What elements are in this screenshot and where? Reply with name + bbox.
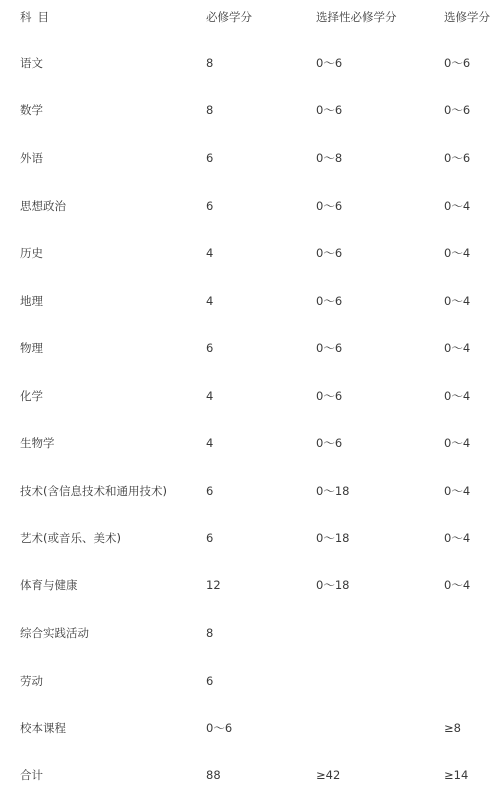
table-row (0, 716, 504, 740)
required-credits-cell: 88 (206, 768, 221, 782)
header-subject: 科目 (20, 10, 55, 24)
elective-credits-cell: 0～4 (444, 578, 471, 592)
table-row (0, 289, 504, 313)
elective-required-credits-cell: 0～6 (316, 246, 343, 260)
elective-credits-cell: 0～4 (444, 294, 471, 308)
elective-credits-cell: 0～4 (444, 341, 471, 355)
table-row (0, 621, 504, 645)
elective-required-credits-cell: 0～6 (316, 199, 343, 213)
required-credits-cell: 12 (206, 578, 221, 592)
required-credits-cell: 4 (206, 246, 214, 260)
required-credits-cell: 4 (206, 294, 214, 308)
subject-cell: 思想政治 (20, 199, 66, 213)
elective-required-credits-cell: 0～6 (316, 56, 343, 70)
table-row (0, 146, 504, 170)
table-row (0, 51, 504, 75)
elective-credits-cell: 0～4 (444, 531, 471, 545)
subject-cell: 化学 (20, 389, 43, 403)
table-row (0, 336, 504, 360)
subject-cell: 语文 (20, 56, 43, 70)
table-row (0, 526, 504, 550)
elective-required-credits-cell: 0～6 (316, 341, 343, 355)
subject-cell: 数学 (20, 103, 43, 117)
table-row (0, 669, 504, 693)
required-credits-cell: 8 (206, 626, 214, 640)
elective-credits-cell: 0～6 (444, 56, 471, 70)
subject-cell: 体育与健康 (20, 578, 78, 592)
required-credits-cell: 4 (206, 389, 214, 403)
elective-credits-cell: 0～4 (444, 484, 471, 498)
elective-credits-cell: 0～4 (444, 246, 471, 260)
subject-cell: 综合实践活动 (20, 626, 89, 640)
elective-required-credits-cell: 0～6 (316, 294, 343, 308)
subject-cell: 技术(含信息技术和通用技术) (20, 484, 167, 498)
header-elective-required-credits: 选择性必修学分 (316, 10, 397, 24)
elective-required-credits-cell: 0～6 (316, 436, 343, 450)
subject-cell: 历史 (20, 246, 43, 260)
elective-credits-cell: 0～4 (444, 389, 471, 403)
table-header-row (0, 5, 504, 29)
elective-required-credits-cell: 0～6 (316, 389, 343, 403)
elective-required-credits-cell: ≥42 (316, 768, 341, 782)
table-row (0, 384, 504, 408)
table-row (0, 573, 504, 597)
subject-cell: 校本课程 (20, 721, 66, 735)
table-row-total (0, 763, 504, 787)
table-row (0, 241, 504, 265)
elective-required-credits-cell: 0～6 (316, 103, 343, 117)
subject-cell: 地理 (20, 294, 43, 308)
required-credits-cell: 0～6 (206, 721, 233, 735)
required-credits-cell: 6 (206, 341, 214, 355)
elective-credits-cell: 0～6 (444, 103, 471, 117)
table-row (0, 194, 504, 218)
subject-cell: 合计 (20, 768, 43, 782)
elective-required-credits-cell: 0～18 (316, 578, 350, 592)
required-credits-cell: 6 (206, 484, 214, 498)
required-credits-cell: 6 (206, 531, 214, 545)
required-credits-cell: 4 (206, 436, 214, 450)
elective-credits-cell: 0～6 (444, 151, 471, 165)
subject-cell: 劳动 (20, 674, 43, 688)
required-credits-cell: 8 (206, 56, 214, 70)
subject-cell: 生物学 (20, 436, 55, 450)
table-row (0, 98, 504, 122)
subject-cell: 外语 (20, 151, 43, 165)
table-row (0, 431, 504, 455)
subject-cell: 物理 (20, 341, 43, 355)
elective-credits-cell: ≥8 (444, 721, 461, 735)
elective-required-credits-cell: 0～8 (316, 151, 343, 165)
elective-credits-cell: ≥14 (444, 768, 469, 782)
elective-credits-cell: 0～4 (444, 199, 471, 213)
required-credits-cell: 6 (206, 151, 214, 165)
elective-required-credits-cell: 0～18 (316, 484, 350, 498)
required-credits-cell: 6 (206, 674, 214, 688)
table-row (0, 479, 504, 503)
required-credits-cell: 8 (206, 103, 214, 117)
elective-required-credits-cell: 0～18 (316, 531, 350, 545)
elective-credits-cell: 0～4 (444, 436, 471, 450)
required-credits-cell: 6 (206, 199, 214, 213)
header-required-credits: 必修学分 (206, 10, 252, 24)
header-elective-credits: 选修学分 (444, 10, 490, 24)
subject-cell: 艺术(或音乐、美术) (20, 531, 121, 545)
